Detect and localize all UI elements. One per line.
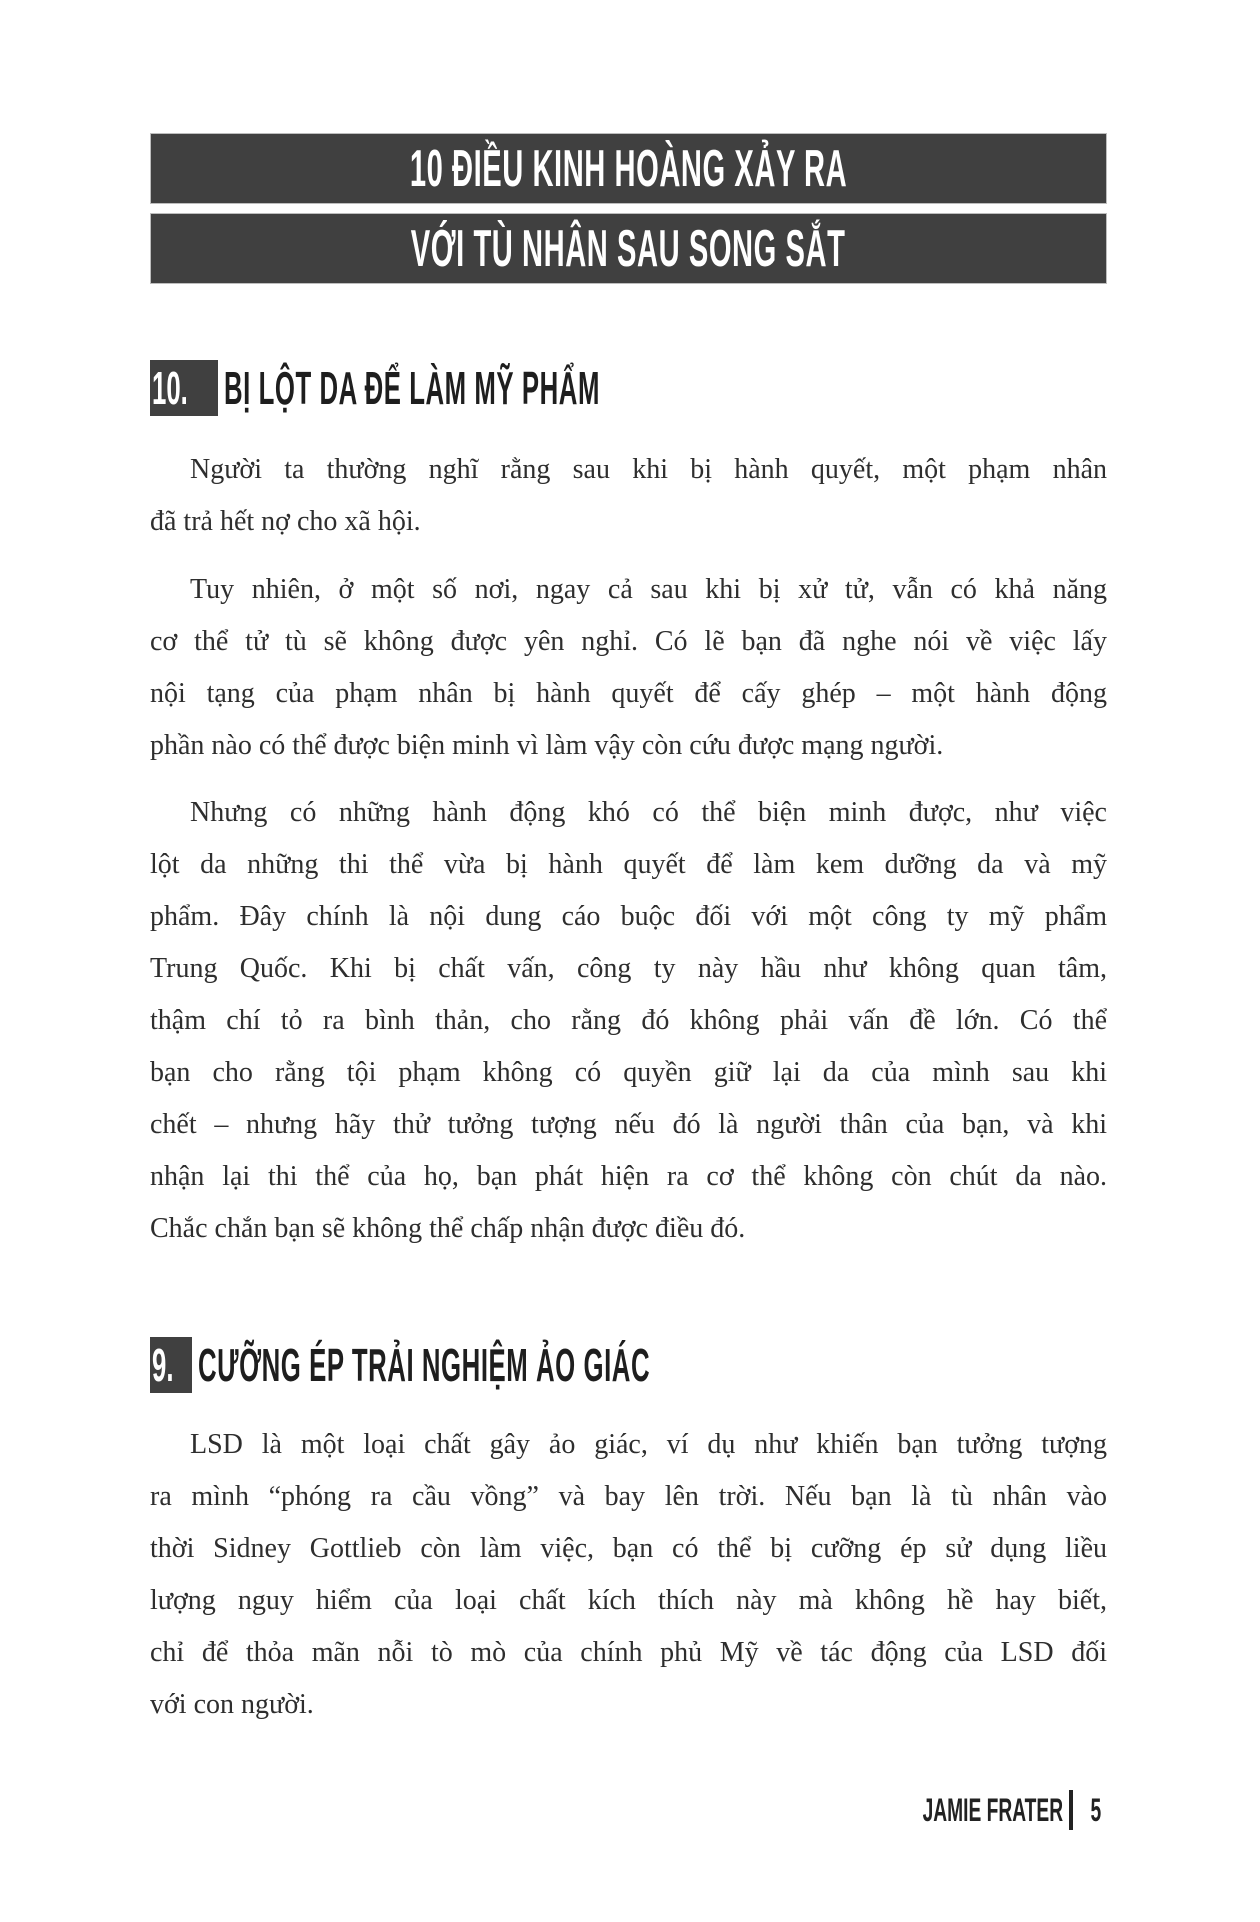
text-line: lượng nguy hiểm của loại chất kích thích này mà không hề hay biết, (150, 1585, 1107, 1616)
paragraph (150, 1419, 1107, 1731)
title-line-1: 10 ĐIỀU KINH HOÀNG XẢY RA (409, 139, 848, 198)
text-line: nội tạng của phạm nhân bị hành quyết để cấy ghép – một hành động (150, 678, 1107, 709)
text-line: thời Sidney Gottlieb còn làm việc, bạn có thể bị cưỡng ép sử dụng liều (150, 1533, 1107, 1564)
title-bar-2 (150, 213, 1107, 284)
title-bar-1 (150, 133, 1107, 204)
section-heading-9 (150, 1337, 1006, 1393)
section-heading-text: CƯỠNG ÉP TRẢI NGHIỆM ẢO GIÁC (198, 1339, 651, 1391)
text-line: chết – nhưng hãy thử tưởng tượng nếu đó là người thân của bạn, và khi (150, 1109, 1107, 1140)
text-line: ra mình “phóng ra cầu vồng” và bay lên trời. Nếu bạn là tù nhân vào (150, 1481, 1107, 1512)
text-line: chỉ để thỏa mãn nỗi tò mò của chính phủ Mỹ về tác động của LSD đối (150, 1637, 1107, 1668)
text-line: thậm chí tỏ ra bình thản, cho rằng đó không phải vấn đề lớn. Có thể (150, 1005, 1107, 1036)
text-line: phẩm. Đây chính là nội dung cáo buộc đối với một công ty mỹ phẩm (150, 901, 1107, 932)
section-heading-text: BỊ LỘT DA ĐỂ LÀM MỸ PHẨM (223, 362, 600, 414)
text-line: Trung Quốc. Khi bị chất vấn, công ty này hầu như không quan tâm, (150, 953, 1107, 984)
text-line: nhận lại thi thể của họ, bạn phát hiện ra cơ thể không còn chút da nào. (150, 1161, 1107, 1192)
text-line: LSD là một loại chất gây ảo giác, ví dụ như khiến bạn tưởng tượng (190, 1429, 1107, 1460)
paragraph (150, 564, 1107, 772)
paragraph (150, 787, 1107, 1255)
text-line: cơ thể tử tù sẽ không được yên nghỉ. Có lẽ bạn đã nghe nói về việc lấy (150, 626, 1107, 657)
title-line-2: VỚI TÙ NHÂN SAU SONG SẮT (411, 219, 846, 278)
section-number-badge: 9. (150, 1337, 192, 1393)
text-line: Tuy nhiên, ở một số nơi, ngay cả sau khi bị xử tử, vẫn có khả năng (190, 574, 1107, 605)
text-line: lột da những thi thể vừa bị hành quyết để làm kem dưỡng da và mỹ (150, 849, 1107, 880)
paragraph (150, 444, 1107, 548)
text-line: Người ta thường nghĩ rằng sau khi bị hành quyết, một phạm nhân (190, 454, 1107, 485)
text-line: Chắc chắn bạn sẽ không thể chấp nhận được điều đó. (150, 1213, 746, 1244)
section-number-badge: 10. (150, 360, 218, 416)
text-line: với con người. (150, 1689, 314, 1720)
footer-author: JAMIE FRATER (922, 1791, 1064, 1828)
footer-divider (1069, 1790, 1073, 1830)
text-line: Nhưng có những hành động khó có thể biện minh được, như việc (190, 797, 1107, 828)
section-heading-10 (150, 360, 895, 416)
page-number: 5 (1090, 1791, 1102, 1828)
text-line: bạn cho rằng tội phạm không có quyền giữ lại da của mình sau khi (150, 1057, 1107, 1088)
text-line: đã trả hết nợ cho xã hội. (150, 506, 421, 537)
text-line: phần nào có thể được biện minh vì làm vậy còn cứu được mạng người. (150, 730, 944, 761)
page-footer (829, 1790, 1105, 1830)
